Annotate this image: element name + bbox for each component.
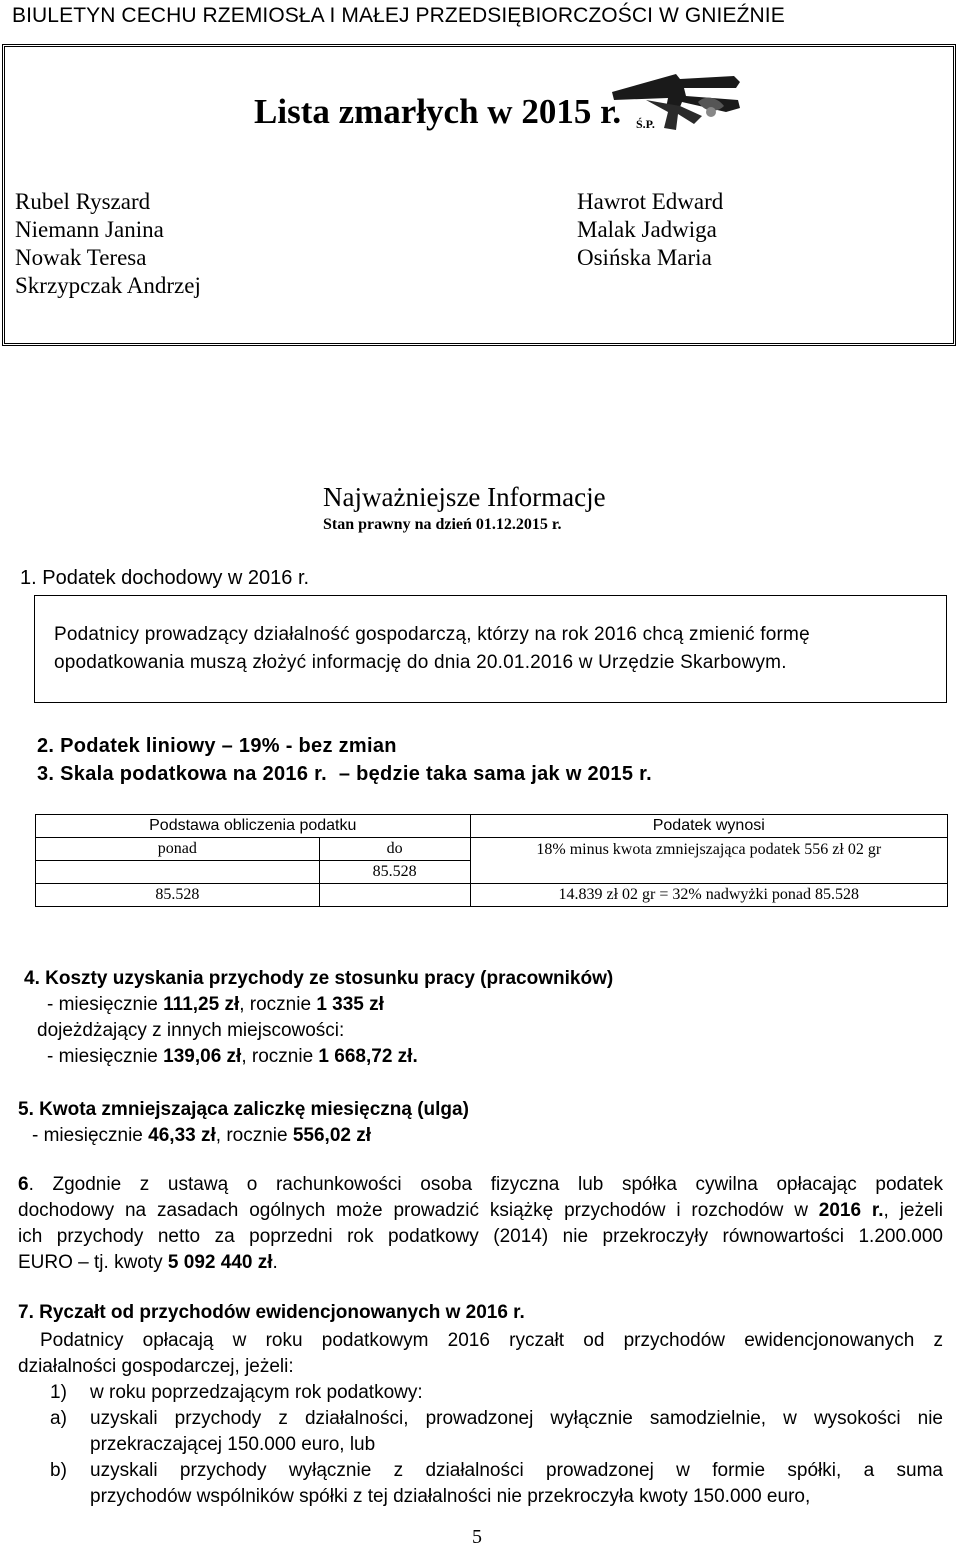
table-row2-tax: 14.839 zł 02 gr = 32% nadwyżki ponad 85.528: [470, 884, 947, 907]
section-6: [18, 1172, 943, 1276]
table-row1-to: 85.528: [319, 861, 470, 884]
table-row1-tax: 18% minus kwota zmniejszająca podatek 556 zł 02 gr: [470, 838, 947, 884]
list-marker: a): [50, 1408, 67, 1429]
name-entry: Hawrot Edward: [577, 189, 724, 214]
table-row: [36, 838, 948, 861]
section-6-line: [18, 1250, 943, 1276]
name-entry: Rubel Ryszard: [15, 189, 151, 214]
section-3-suffix: – będzie taka sama jak w 2015 r.: [338, 763, 652, 785]
text-run: , rocznie: [239, 994, 317, 1015]
notice-line: Podatnicy prowadzący działalność gospodarczą, którzy na rok 2016 chcą zmienić formę: [54, 624, 810, 645]
section-7: [18, 1328, 943, 1510]
table-cell-empty: [319, 884, 470, 907]
section-5-title: [18, 1097, 918, 1123]
list-text: uzyskali przychody z działalności, prowadzonej wyłącznie samodzielnie, w wysokości nie: [90, 1408, 943, 1429]
section-6-number: 6: [18, 1174, 29, 1195]
amount: 5 092 440 zł: [167, 1252, 273, 1273]
section-4-heading: Koszty uzyskania przychody ze stosunku pracy (pracowników): [45, 968, 614, 989]
section-1-title: 1. Podatek dochodowy w 2016 r.: [20, 567, 310, 589]
section-5-line1: [32, 1123, 918, 1149]
section-4-line2: dojeżdżający z innych miejscowości:: [37, 1020, 345, 1041]
list-text: przekraczającej 150.000 euro, lub: [90, 1434, 376, 1455]
section-5: [18, 1097, 918, 1149]
section-6-line: [18, 1172, 943, 1198]
table-header-base: Podstawa obliczenia podatku: [36, 815, 471, 838]
emblem-text: Ś.P.: [636, 117, 655, 131]
section-7-line: działalności gospodarczej, jeżeli:: [18, 1356, 294, 1377]
name-entry: Malak Jadwiga: [577, 217, 717, 242]
list-text: przychodów wspólników spółki z tej działalności nie przekroczyła kwoty 150.000 euro,: [90, 1486, 811, 1507]
amount: 111,25 zł: [163, 994, 240, 1015]
table-col-to: do: [319, 838, 470, 861]
notice-text: [54, 621, 934, 677]
section-3-prefix: 3. Skala podatkowa na 2016 r.: [37, 763, 327, 785]
name-entry: Niemann Janina: [15, 217, 164, 242]
text-run: .: [272, 1252, 278, 1273]
list-text: w roku poprzedzającym rok podatkowy:: [90, 1382, 423, 1403]
amount: 1 335 zł: [316, 994, 384, 1015]
section-6-line: [18, 1198, 943, 1224]
list-marker: b): [50, 1460, 67, 1481]
section-2-title: 2. Podatek liniowy – 19% - bez zmian: [37, 735, 397, 757]
amount: 46,33 zł: [148, 1125, 216, 1146]
info-subtitle: Stan prawny na dzień 01.12.2015 r.: [323, 516, 562, 533]
text-run: - miesięcznie: [47, 994, 164, 1015]
section-4: [24, 966, 937, 1070]
text-run: - miesięcznie: [32, 1125, 149, 1146]
section-3-title: [37, 763, 652, 786]
section-4-line1: [47, 992, 937, 1018]
table-cell-empty: [36, 861, 320, 884]
list-item: [18, 1406, 943, 1458]
table-row: [36, 815, 948, 838]
section-4-line3: [47, 1044, 937, 1070]
name-entry: Osińska Maria: [577, 245, 712, 270]
table-header-tax: Podatek wynosi: [470, 815, 947, 838]
section-7-title: 7. Ryczałt od przychodów ewidencjonowanych w 2016 r.: [18, 1302, 525, 1323]
amount: 139,06 zł: [163, 1046, 242, 1067]
list-marker: 1): [50, 1382, 67, 1403]
text-run: , jeżeli: [883, 1200, 943, 1221]
text-run: . Zgodnie z ustawą o rachunkowości osoba fizyczna lub spółka cywilna opłacając podatek: [28, 1174, 943, 1195]
page-number: 5: [472, 1526, 482, 1548]
tax-scale-table: [35, 814, 948, 907]
amount: 556,02 zł: [292, 1125, 372, 1146]
section-5-number: 5.: [18, 1099, 34, 1120]
list-item: [18, 1380, 943, 1406]
text-run: , rocznie: [215, 1125, 293, 1146]
notice-line: opodatkowania muszą złożyć informację do dnia 20.01.2016 w Urzędzie Skarbowym.: [54, 652, 787, 673]
text-run: dochodowy na zasadach ogólnych może prowadzić książkę przychodów i rozchodów w: [18, 1200, 819, 1221]
section-4-number: 4.: [24, 968, 40, 989]
list-item: [18, 1458, 943, 1510]
text-run: , rocznie: [241, 1046, 319, 1067]
table-row: [36, 884, 948, 907]
info-title: Najważniejsze Informacje: [323, 482, 606, 512]
text-run: EURO – tj. kwoty: [18, 1252, 168, 1273]
table-col-over: ponad: [36, 838, 320, 861]
section-6-line: ich przychody netto za poprzedni rok podatkowy (2014) nie przekroczyły równowartości 1.200.000: [18, 1226, 943, 1247]
amount: 1 668,72 zł.: [318, 1046, 418, 1067]
memorial-cross-icon: [606, 72, 744, 132]
names-right-column: [577, 188, 723, 272]
obituary-title: Lista zmarłych w 2015 r.: [254, 92, 622, 131]
text-run: - miesięcznie: [47, 1046, 164, 1067]
section-4-title: [24, 966, 937, 992]
name-entry: Skrzypczak Andrzej: [15, 273, 201, 298]
year: 2016 r.: [818, 1200, 884, 1221]
table-row2-over: 85.528: [36, 884, 320, 907]
list-text: uzyskali przychody wyłącznie z działalności prowadzonej w formie spółki, a suma: [90, 1460, 943, 1481]
bulletin-header: BIULETYN CECHU RZEMIOSŁA I MAŁEJ PRZEDSIĘBIORCZOŚCI W GNIEŹNIE: [12, 4, 785, 27]
name-entry: Nowak Teresa: [15, 245, 147, 270]
section-5-heading: Kwota zmniejszająca zaliczkę miesięczną (ulga): [39, 1099, 469, 1120]
section-7-line: Podatnicy opłacają w roku podatkowym 2016 ryczałt od przychodów ewidencjonowanych z: [40, 1330, 943, 1351]
names-left-column: [15, 188, 201, 300]
